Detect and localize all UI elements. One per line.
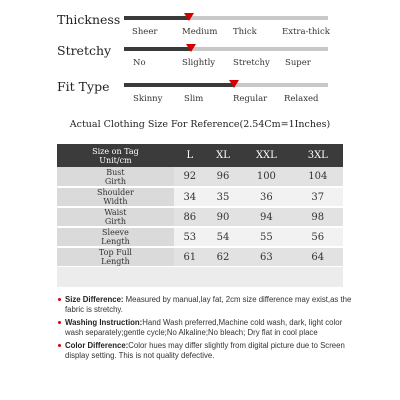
- row-label-line: Length: [101, 257, 130, 266]
- table-cell: 34: [174, 187, 206, 207]
- row-label-line: Top Full: [98, 248, 132, 257]
- table-cell: 92: [174, 167, 206, 187]
- scale-option: Thick: [233, 27, 257, 37]
- scale-option: Slim: [184, 94, 204, 104]
- row-label: [57, 187, 174, 207]
- scale-option: Stretchy: [233, 58, 270, 68]
- row-label-line: Girth: [104, 176, 126, 186]
- row-label-line: Bust: [106, 167, 125, 177]
- table-cell: 53: [174, 227, 206, 247]
- stretchy-scale: [0, 43, 400, 83]
- table-row: [57, 167, 343, 187]
- size-header: L: [174, 144, 206, 167]
- table-cell: 98: [293, 207, 343, 227]
- size-header: XL: [206, 144, 240, 167]
- scale-bar-fill: [124, 83, 234, 87]
- note-heading: Washing Instruction:: [65, 318, 143, 327]
- scale-bar-fill: [124, 47, 191, 51]
- size-table-title: Actual Clothing Size For Reference(2.54Cm=1Inches): [69, 119, 331, 130]
- table-cell: 61: [174, 247, 206, 267]
- table-cell: 55: [240, 227, 292, 247]
- note-heading: Color Difference:: [65, 341, 129, 350]
- row-label: [57, 227, 174, 247]
- scale-option: Extra-thick: [282, 27, 330, 37]
- table-row: [57, 247, 343, 267]
- red-bullet-icon: [58, 298, 61, 301]
- table-cell: 90: [206, 207, 240, 227]
- table-cell: 100: [240, 167, 292, 187]
- table-cell: 64: [293, 247, 343, 267]
- scale-bar: [124, 47, 328, 51]
- red-bullet-icon: [58, 344, 61, 347]
- table-cell: 36: [240, 187, 292, 207]
- row-label-line: Length: [101, 237, 130, 246]
- note-size-difference: [58, 295, 358, 314]
- scale-option: Sheer: [132, 27, 158, 37]
- row-label-line: Sleeve: [102, 228, 129, 237]
- table-row: [57, 207, 343, 227]
- size-table: [57, 144, 343, 268]
- scale-option: Slightly: [182, 58, 216, 68]
- row-label: [57, 247, 174, 267]
- size-table-header: [57, 144, 343, 167]
- table-cell: 96: [206, 167, 240, 187]
- header-label-line: Size on Tag: [92, 146, 139, 156]
- header-label-line: Unit/cm: [99, 155, 132, 165]
- note-washing-instruction: [58, 318, 358, 337]
- size-header: 3XL: [293, 144, 343, 167]
- table-row: [57, 187, 343, 207]
- scale-title: Fit Type: [57, 79, 110, 94]
- row-label-line: Shoulder: [97, 188, 134, 197]
- note-heading: Size Difference:: [65, 295, 124, 304]
- scale-title: Stretchy: [57, 43, 112, 58]
- table-cell: 35: [206, 187, 240, 207]
- row-label: [57, 167, 174, 187]
- scale-bar: [124, 83, 328, 87]
- note-text: Measured by manual,lay fat, 2cm size difference may exist,as the fabric is stretchy.: [65, 295, 352, 314]
- size-header: XXL: [240, 144, 292, 167]
- table-cell: 104: [293, 167, 343, 187]
- fit-type-scale: [0, 79, 400, 119]
- table-cell: 63: [240, 247, 292, 267]
- red-triangle-marker-icon: [184, 13, 194, 21]
- table-cell: 86: [174, 207, 206, 227]
- table-cell: 94: [240, 207, 292, 227]
- table-cell: 56: [293, 227, 343, 247]
- red-bullet-icon: [58, 321, 61, 324]
- row-label: [57, 207, 174, 227]
- scale-option: Regular: [233, 94, 268, 104]
- note-text: Hand Wash preferred,Machine cold wash, dark, light color wash separately;gentle cycle;No Alkaline;No bleach; Dry flat in cool place: [65, 318, 343, 337]
- row-label-line: Width: [103, 197, 128, 206]
- scale-bar-fill: [124, 16, 189, 20]
- note-text: Color hues may differ slightly from digital picture due to Screen display setting. This is not quality defective.: [65, 341, 345, 360]
- table-cell: 37: [293, 187, 343, 207]
- table-footer-band: [57, 267, 343, 287]
- red-triangle-marker-icon: [229, 80, 239, 88]
- table-cell: 62: [206, 247, 240, 267]
- table-cell: 54: [206, 227, 240, 247]
- scale-bar: [124, 16, 328, 20]
- scale-title: Thickness: [57, 12, 121, 27]
- scale-option: No: [133, 58, 146, 68]
- scale-option: Medium: [182, 27, 218, 37]
- red-triangle-marker-icon: [186, 44, 196, 52]
- notes-section: [58, 295, 358, 364]
- scale-option: Super: [285, 58, 311, 68]
- size-unit-header: [57, 144, 174, 167]
- scale-option: Relaxed: [284, 94, 319, 104]
- row-label-line: Waist: [104, 208, 127, 217]
- scale-option: Skinny: [133, 94, 163, 104]
- note-color-difference: [58, 341, 358, 360]
- row-label-line: Girth: [104, 217, 126, 226]
- table-row: [57, 227, 343, 247]
